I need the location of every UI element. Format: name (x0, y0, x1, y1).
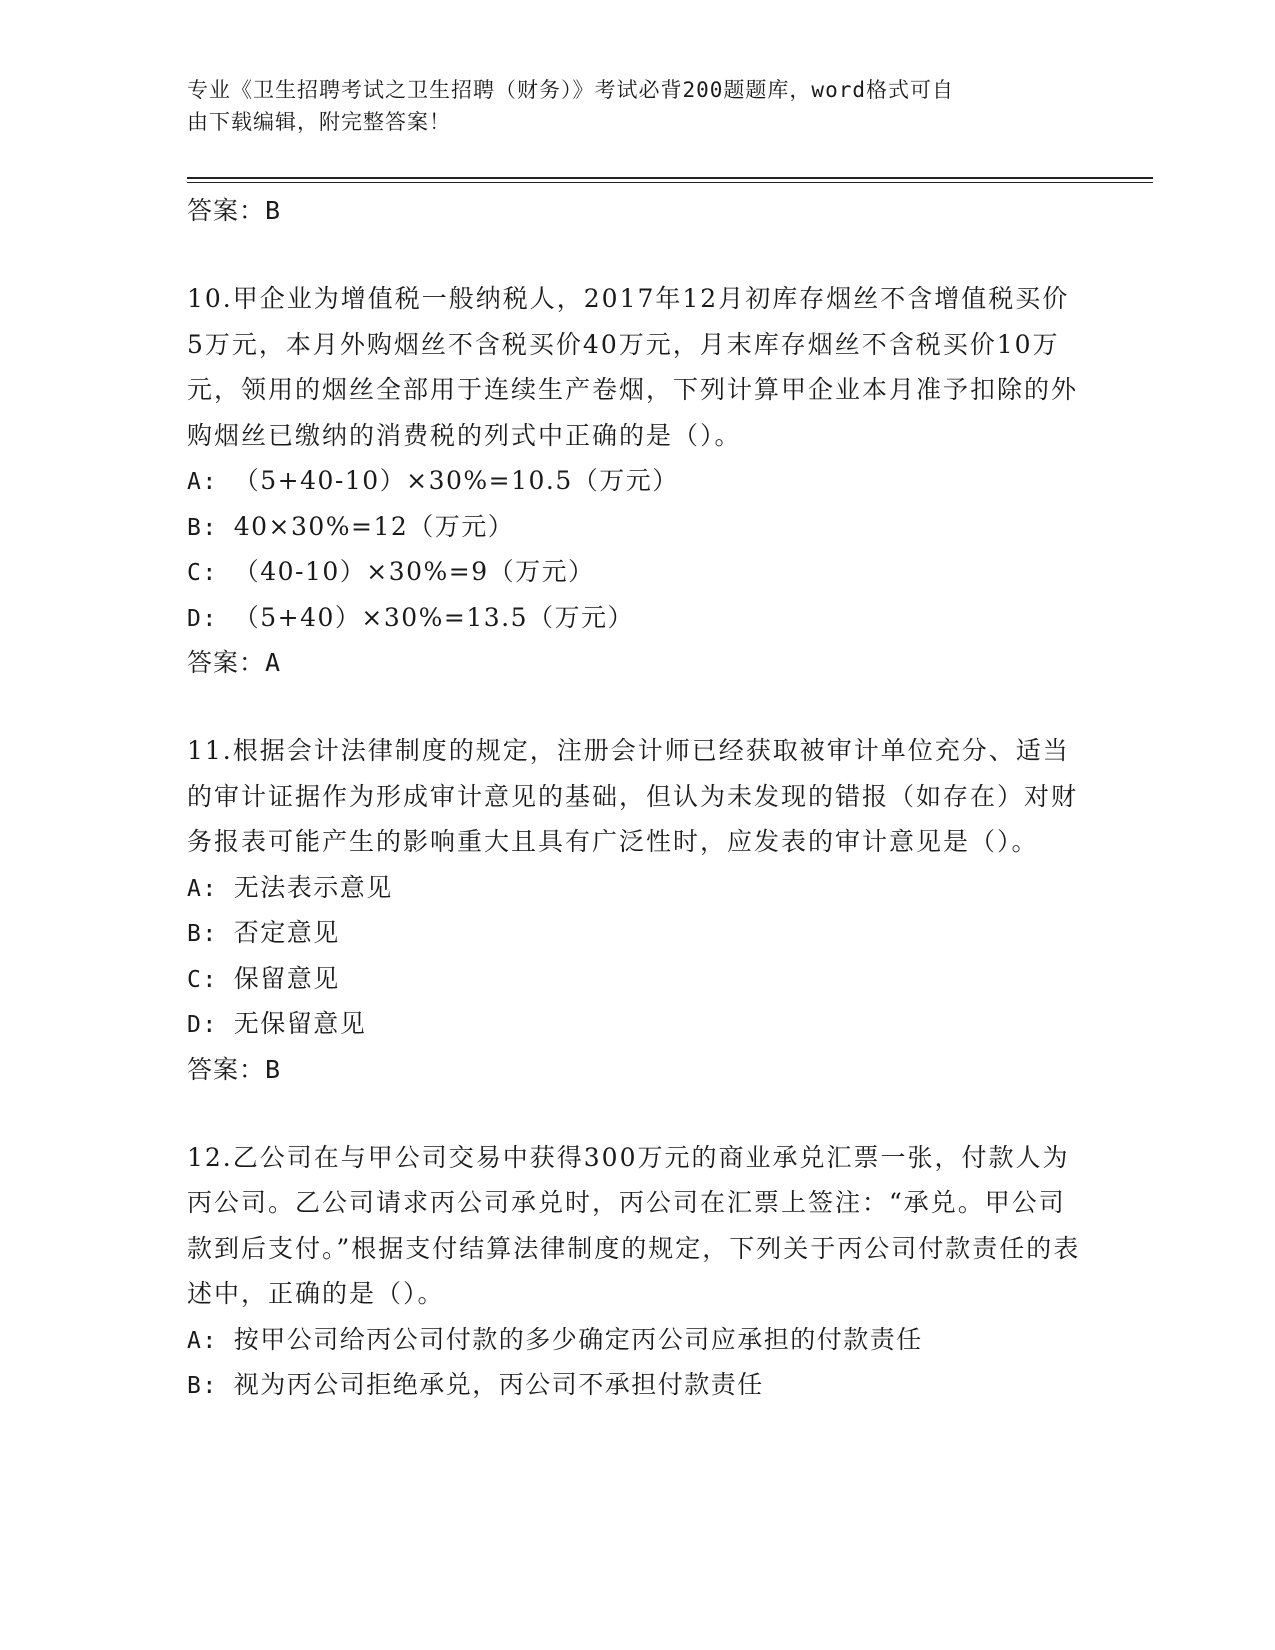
option-a (187, 458, 1087, 504)
option-text: 视为丙公司拒绝承兑，丙公司不承担付款责任 (233, 1370, 764, 1399)
option-b (187, 910, 1087, 956)
option-separator: : (202, 560, 218, 586)
option-letter: D (187, 605, 203, 632)
answer-line: 答案：A (187, 648, 282, 677)
answer-line: 答案：B (187, 196, 282, 225)
option-text: 按甲公司给丙公司付款的多少确定丙公司应承担的付款责任 (233, 1324, 923, 1354)
option-b (187, 1362, 1087, 1408)
option-text: （40-10）×30%=9（万元） (233, 557, 595, 586)
option-letter: C (187, 560, 203, 586)
option-letter: A (187, 875, 203, 902)
question-stem: 11.根据会计法律制度的规定，注册会计师已经获取被审计单位充分、适当的审计证据作为形成审计意见的基础，但认为未发现的错报（如存在）对财务报表可能产生的影响重大且具有广泛性时，应发表的审计意见是（）。 (187, 736, 1079, 856)
option-separator: : (202, 469, 218, 495)
option-a (187, 1317, 1087, 1363)
option-letter: B (187, 1373, 203, 1399)
option-separator: : (202, 605, 218, 632)
option-c (187, 956, 1087, 1002)
option-text: 无法表示意见 (233, 872, 393, 902)
option-separator: : (202, 966, 218, 993)
answer-line: 答案：B (187, 1054, 282, 1084)
question-11 (187, 728, 1087, 1093)
option-letter: D (187, 1012, 203, 1038)
option-separator: : (202, 921, 218, 947)
option-text: 40×30%=12（万元） (233, 511, 515, 541)
option-letter: A (187, 1327, 203, 1354)
option-separator: : (202, 1327, 218, 1354)
option-a (187, 865, 1087, 911)
option-c (187, 549, 1087, 595)
question-12 (187, 1135, 1087, 1408)
option-separator: : (202, 875, 218, 902)
document-header (187, 74, 1087, 138)
header-divider-thick (187, 177, 1153, 179)
option-text: （5+40-10）×30%=10.5（万元） (233, 466, 679, 495)
question-stem: 12.乙公司在与甲公司交易中获得300万元的商业承兑汇票一张，付款人为丙公司。乙公司请求丙公司承兑时，丙公司在汇票上签注：“承兑。甲公司款到后支付。”根据支付结算法律制度的规定，下列关于丙公司付款责任的表述中，正确的是（）。 (187, 1142, 1081, 1308)
header-divider-thin (187, 182, 1153, 183)
option-letter: A (187, 469, 203, 495)
document-body (187, 188, 1087, 1450)
option-b (187, 504, 1087, 550)
option-separator: : (202, 1373, 218, 1399)
option-d (187, 595, 1087, 641)
question-stem: 10.甲企业为增值税一般纳税人，2017年12月初库存烟丝不含增值税买价5万元，本月外购烟丝不含税买价40万元，月末库存烟丝不含税买价10万元，领用的烟丝全部用于连续生产卷烟，下列计算甲企业本月准予扣除的外购烟丝已缴纳的消费税的列式中正确的是（）。 (187, 284, 1079, 450)
header-line-1: 专业《卫生招聘考试之卫生招聘（财务）》考试必背200题题库，word格式可自 (187, 78, 954, 102)
option-separator: : (202, 1012, 218, 1038)
option-separator: : (202, 514, 218, 541)
header-line-2: 由下载编辑，附完整答案！ (187, 110, 451, 134)
option-text: （5+40）×30%=13.5（万元） (233, 602, 635, 632)
option-d (187, 1001, 1087, 1047)
option-text: 保留意见 (233, 963, 340, 993)
option-letter: B (187, 921, 203, 947)
question-10 (187, 276, 1087, 686)
option-text: 无保留意见 (233, 1009, 367, 1038)
option-letter: C (187, 966, 203, 993)
option-text: 否定意见 (233, 918, 340, 947)
option-letter: B (187, 514, 203, 541)
